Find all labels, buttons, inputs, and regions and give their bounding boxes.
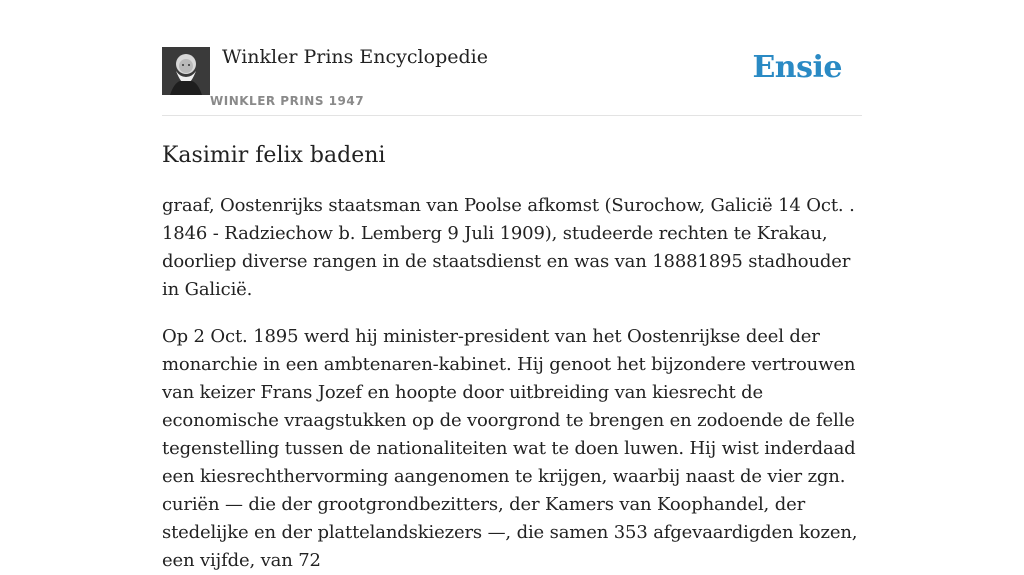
site-header	[162, 0, 862, 116]
article-paragraph-2: Op 2 Oct. 1895 werd hij minister-president van het Oostenrijkse deel der monarchie in een ambtenaren-kabinet. Hij genoot het bijzondere vertrouwen van keizer Frans Jozef en hoopte door uitbreiding van kiesrecht de economische vraagstukken op de voorgrond te brengen en zodoende de felle tegenstelling tussen de nationaliteiten wat te doen luwen. Hij wist inderdaad een kiesrechthervorming aangenomen te krijgen, waarbij naast de vier zgn. curiën — die der grootgrondbezitters, der Kamers van Koophandel, der stedelijke en der plattelandskiezers —, die samen 353 afgevaardigden kozen, een vijfde, van 72	[162, 326, 858, 571]
page	[162, 0, 862, 575]
ensie-logo[interactable]: Ensie	[752, 50, 842, 85]
site-name[interactable]: Winkler Prins Encyclopedie	[222, 46, 488, 68]
bearded-man-portrait-icon	[162, 47, 210, 95]
avatar[interactable]	[162, 47, 210, 95]
article-title: Kasimir felix badeni	[162, 143, 386, 168]
article-paragraph-1: graaf, Oostenrijks staatsman van Poolse afkomst (Surochow, Galicië 14 Oct. . 1846 - Radziechow b. Lemberg 9 Juli 1909), studeerde rechten te Krakau, doorliep diverse rangen in de staatsdienst en was van 18881895 stadhouder in Galicië.	[162, 195, 855, 300]
edition-label[interactable]: WINKLER PRINS 1947	[210, 94, 365, 108]
